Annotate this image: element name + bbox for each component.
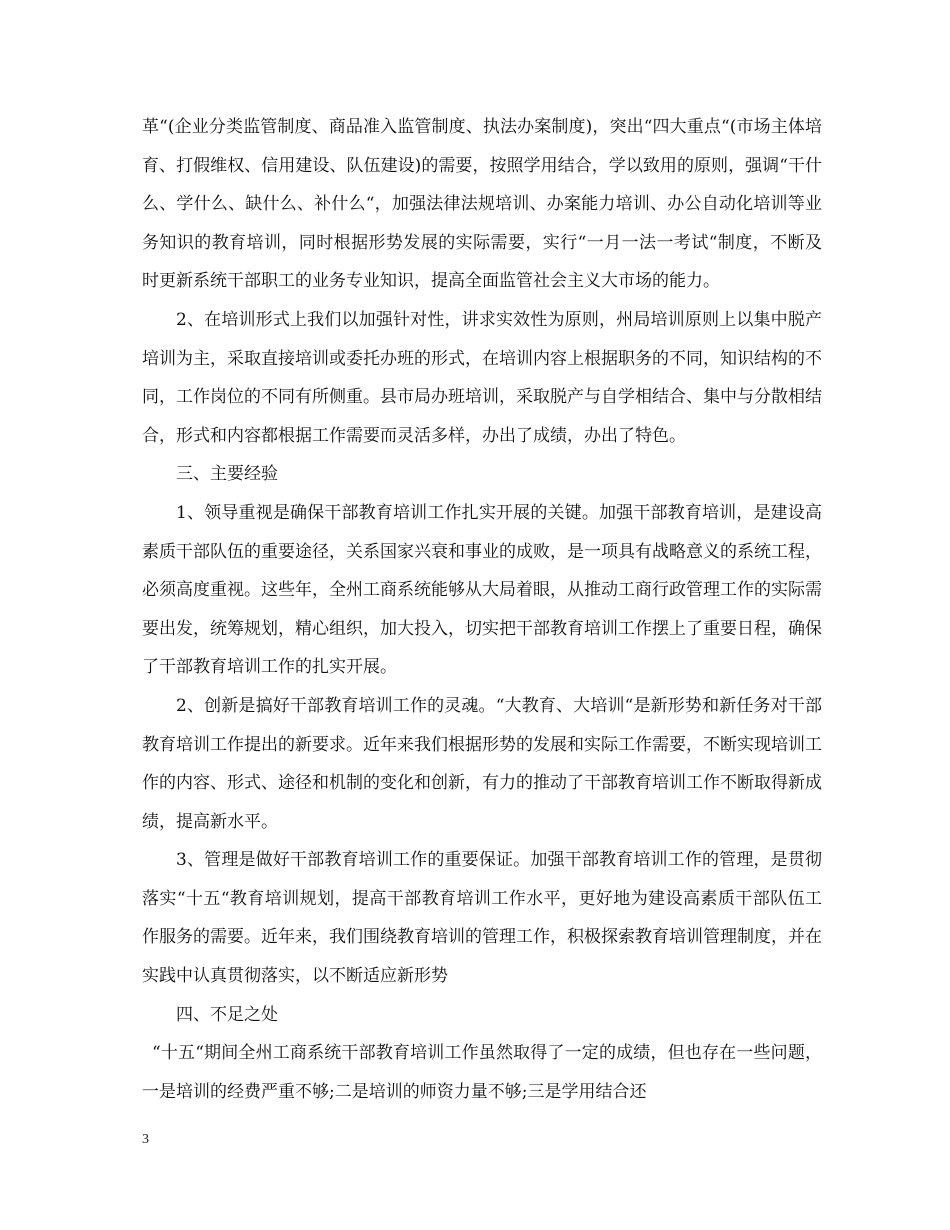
section-heading-main-experience: 三、主要经验 <box>176 464 278 485</box>
paragraph-continuation: 革“(企业分类监管制度、商品准入监管制度、执法办案制度)，突出“四大重点“(市场主体培育、打假维权、信用建设、队伍建设)的需要，按照学用结合，学以致用的原则，强调“干什么、学什么、缺什么、补什么“，加强法律法规培训、办案能力培训、办公自动化培训等业务知识的教育培训，同时根据形势发展的实际需要，实行“一月一法一考试“制度，不断及时更新系统干部职工的业务专业知识，提高全面监管社会主义大市场的能力。 <box>142 117 822 292</box>
paragraph-problems: “十五“期间全州工商系统干部教育培训工作虽然取得了一定的成绩，但也存在一些问题，一是培训的经费严重不够;二是培训的师资力量不够;三是学用结合还 <box>142 1043 822 1102</box>
paragraph-leadership: 1、领导重视是确保干部教育培训工作扎实开展的关键。加强干部教育培训，是建设高素质干部队伍的重要途径，关系国家兴衰和事业的成败，是一项具有战略意义的系统工程，必须高度重视。这些年，全州工商系统能够从大局着眼，从推动工商行政管理工作的实际需要出发，统筹规划，精心组织，加大投入，切实把干部教育培训工作摆上了重要日程，确保了干部教育培训工作的扎实开展。 <box>142 502 822 678</box>
paragraph-management: 3、管理是做好干部教育培训工作的重要保证。加强干部教育培训工作的管理，是贯彻落实“十五“教育培训规划，提高干部教育培训工作水平，更好地为建设高素质干部队伍工作服务的需要。近年来，我们围绕教育培训的管理工作，积极探索教育培训管理制度，并在实践中认真贯彻落实，以不断适应新形势 <box>142 850 822 987</box>
section-heading-shortcomings: 四、不足之处 <box>176 1004 278 1025</box>
paragraph-innovation: 2、创新是搞好干部教育培训工作的灵魂。“大教育、大培训“是新形势和新任务对干部教育培训工作提出的新要求。近年来我们根据形势的发展和实际工作需要，不断实现培训工作的内容、形式、途径和机制的变化和创新，有力的推动了干部教育培训工作不断取得新成绩，提高新水平。 <box>142 695 822 832</box>
page-number: 3 <box>142 1132 149 1147</box>
document-body <box>142 108 822 1111</box>
paragraph-training-format: 2、在培训形式上我们以加强针对性，讲求实效性为原则，州局培训原则上以集中脱产培训为主，采取直接培训或委托办班的形式，在培训内容上根据职务的不同，知识结构的不同，工作岗位的不同有所侧重。县市局办班培训，采取脱产与自学相结合、集中与分散相结合，形式和内容都根据工作需要而灵活多样，办出了成绩，办出了特色。 <box>142 309 822 446</box>
